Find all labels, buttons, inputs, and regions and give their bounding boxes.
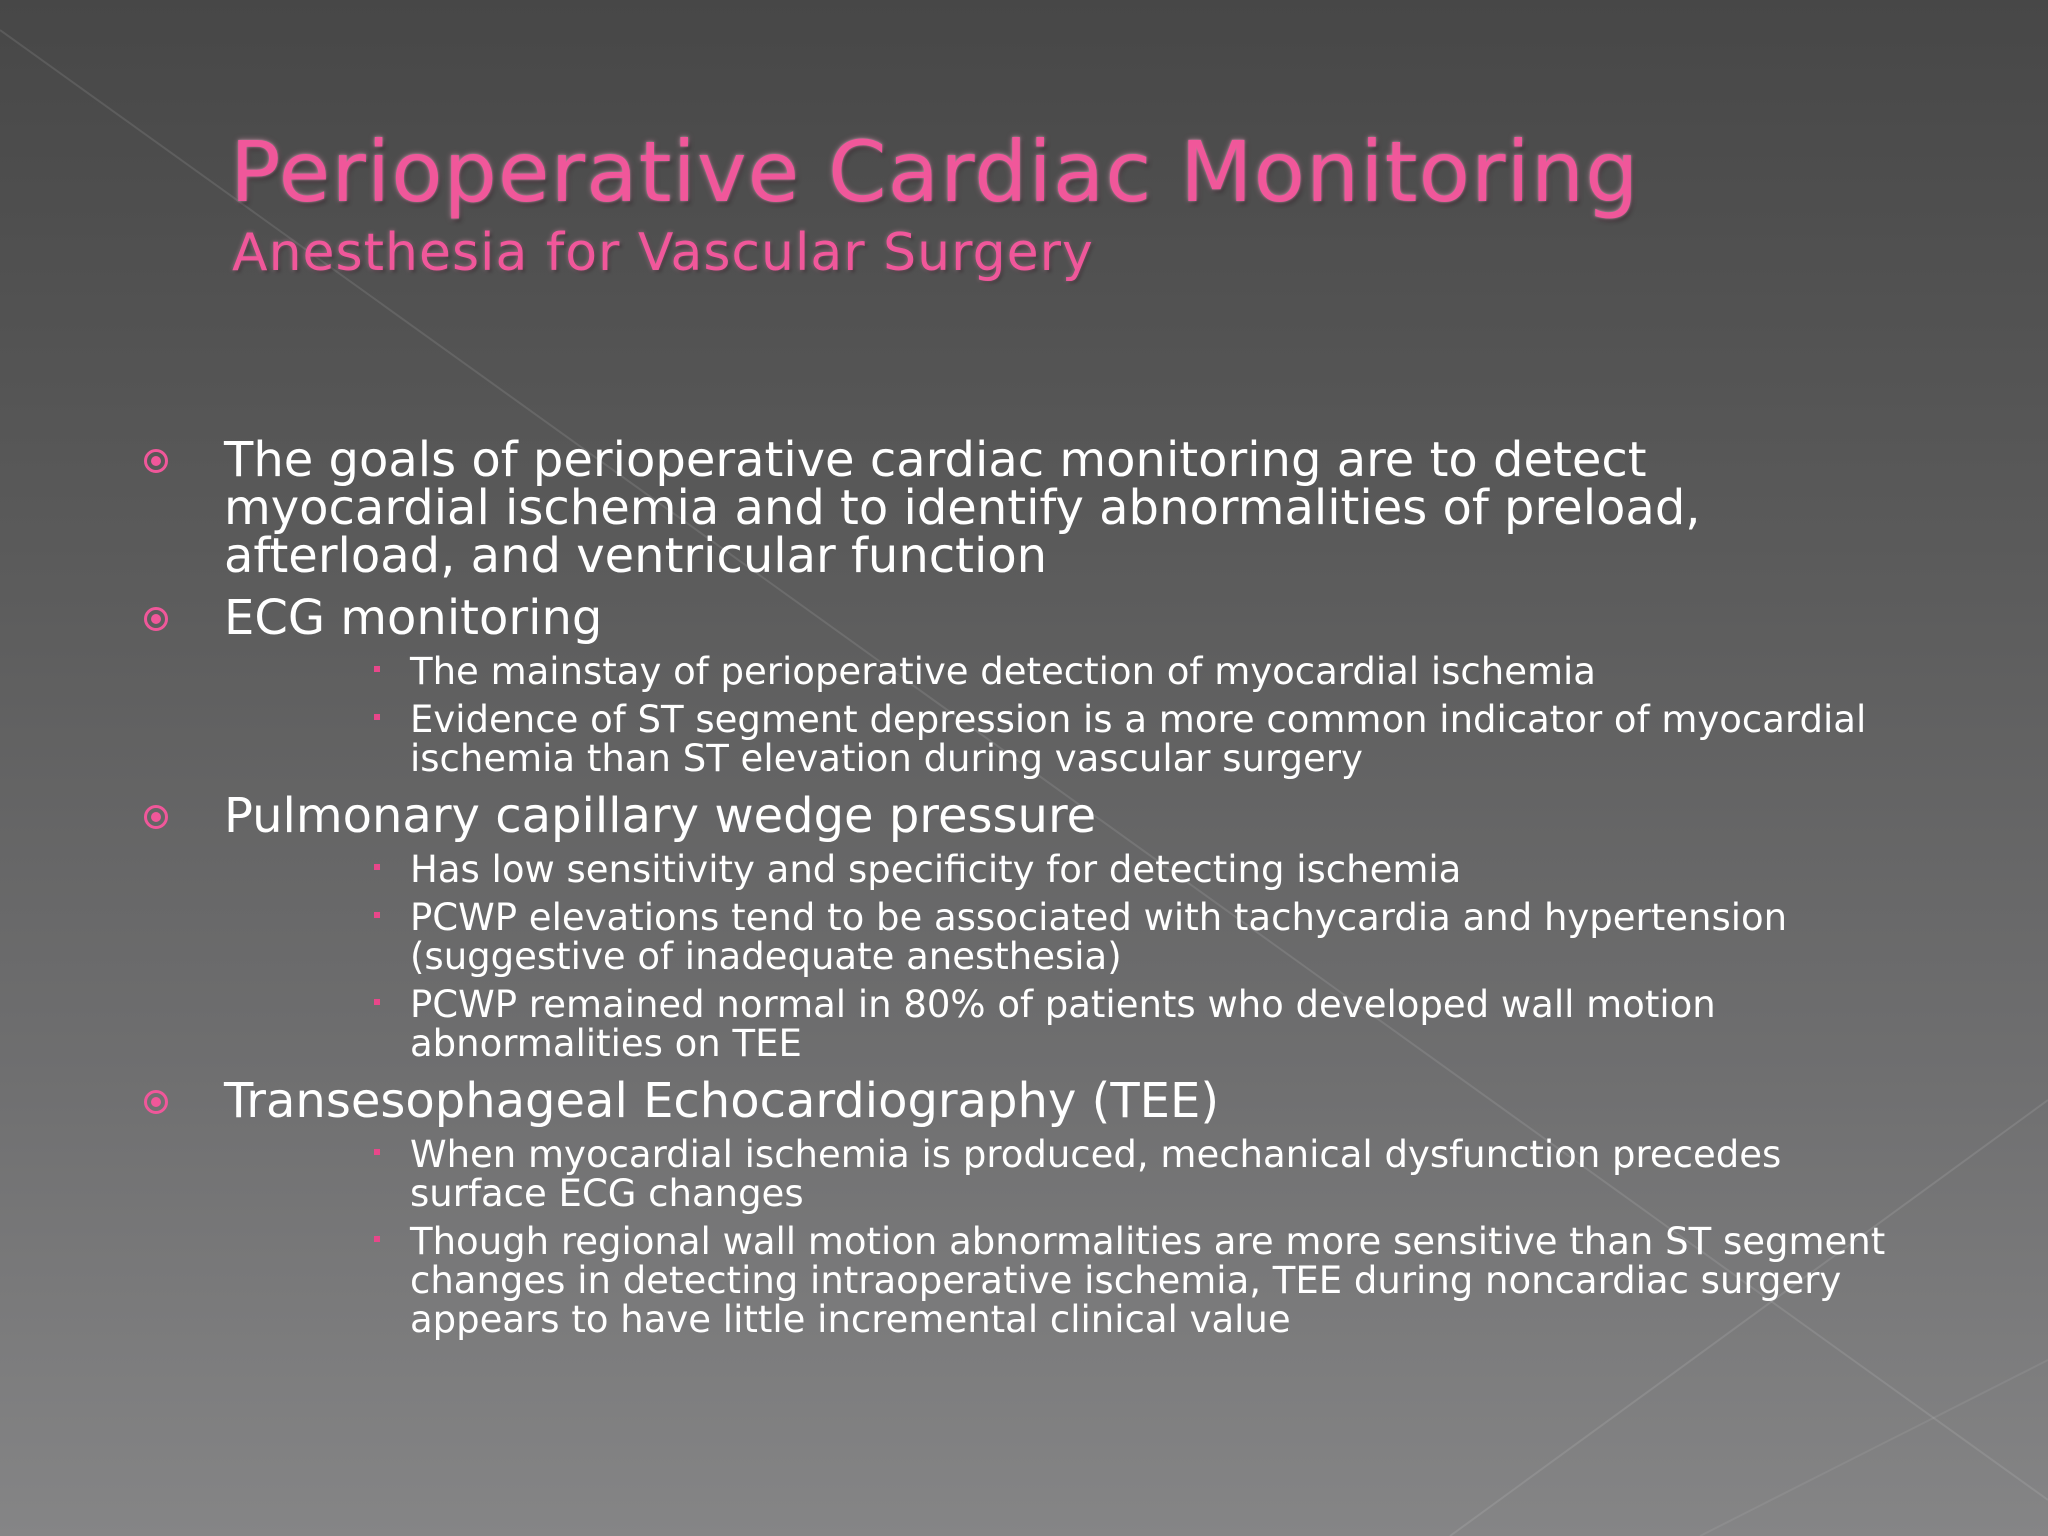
slide-title: Perioperative Cardiac Monitoring — [230, 123, 1640, 221]
bullet-text: Pulmonary capillary wedge pressure — [224, 788, 1097, 844]
sub-bullet-list — [370, 850, 2020, 1063]
sub-bullet-text: PCWP remained normal in 80% of patients who developed wall motion abnormalities on TEE — [410, 983, 1716, 1065]
sub-bullet-text: When myocardial ischemia is produced, mechanical dysfunction precedes surface ECG changes — [410, 1133, 1782, 1215]
square-bullet-icon — [374, 714, 380, 720]
sub-bullet-text: Has low sensitivity and specificity for detecting ischemia — [410, 848, 1462, 891]
sub-bullet-item — [370, 898, 1910, 976]
target-bullet-icon — [143, 1089, 169, 1115]
sub-bullet-list — [370, 1135, 2020, 1339]
sub-bullet-item — [370, 1222, 1910, 1339]
square-bullet-icon — [374, 1236, 380, 1242]
slide-content — [140, 432, 2020, 1353]
bullet-text: Transesophageal Echocardiography (TEE) — [224, 1073, 1220, 1129]
sub-bullet-text: PCWP elevations tend to be associated with tachycardia and hypertension (suggestive of inadequate anesthesia) — [410, 896, 1788, 978]
bullet-item — [140, 590, 2020, 780]
sub-bullet-item — [370, 985, 1910, 1063]
sub-bullet-list — [370, 652, 2020, 778]
sub-bullet-text: Though regional wall motion abnormalities are more sensitive than ST segment changes in detecting intraoperative ischemia, TEE during noncardiac surgery appears to have little incremental clinical value — [410, 1220, 1886, 1341]
square-bullet-icon — [374, 1149, 380, 1155]
bullet-item — [140, 432, 2020, 584]
title-block — [230, 123, 2010, 284]
square-bullet-icon — [374, 912, 380, 918]
square-bullet-icon — [374, 999, 380, 1005]
sub-bullet-item — [370, 700, 1910, 778]
square-bullet-icon — [374, 666, 380, 672]
bullet-text: ECG monitoring — [224, 590, 603, 646]
bullet-item — [140, 1073, 2020, 1341]
target-bullet-icon — [143, 606, 169, 632]
sub-bullet-item — [370, 1135, 1910, 1213]
sub-bullet-text: The mainstay of perioperative detection of myocardial ischemia — [410, 650, 1596, 693]
slide-subtitle: Anesthesia for Vascular Surgery — [232, 223, 1094, 284]
bullet-item — [140, 788, 2020, 1065]
sub-bullet-item — [370, 652, 1910, 691]
target-bullet-icon — [143, 448, 169, 474]
target-bullet-icon — [143, 804, 169, 830]
square-bullet-icon — [374, 864, 380, 870]
bullet-text: The goals of perioperative cardiac monitoring are to detect myocardial ischemia and to identify abnormalities of preload, afterload, and ventricular function — [224, 432, 1701, 584]
sub-bullet-text: Evidence of ST segment depression is a more common indicator of myocardial ischemia than ST elevation during vascular surgery — [410, 698, 1867, 780]
sub-bullet-item — [370, 850, 1910, 889]
